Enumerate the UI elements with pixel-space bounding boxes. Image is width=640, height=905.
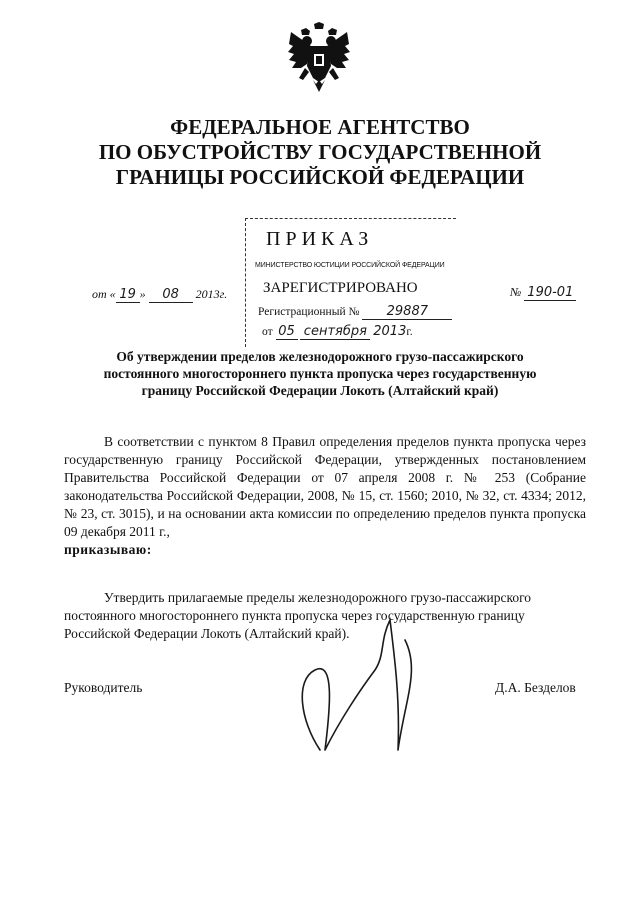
stamp-title: ПРИКАЗ — [266, 228, 374, 250]
stamp-reg-date — [262, 324, 413, 340]
agency-line-1: ФЕДЕРАЛЬНОЕ АГЕНТСТВО — [170, 115, 470, 139]
order-date-day: 19 — [116, 287, 140, 303]
stamp-registered: ЗАРЕГИСТРИРОВАНО — [263, 280, 418, 296]
agency-line-2: ПО ОБУСТРОЙСТВУ ГОСУДАРСТВЕННОЙ — [98, 140, 542, 164]
decision-line-1: Утвердить прилагаемые пределы железнодорожного грузо-пассажирского — [104, 590, 532, 605]
preamble-paragraph — [64, 433, 586, 559]
stamp-reg-date-day: 05 — [276, 324, 298, 340]
order-date-month: 08 — [149, 287, 193, 303]
order-date-prefix: от « — [92, 287, 116, 301]
stamp-reg-number-value: 29887 — [362, 304, 452, 320]
stamp-reg-date-month: сентября — [300, 324, 370, 340]
subject-line-1: Об утверждении пределов железнодорожного грузо-пассажирского — [116, 349, 524, 364]
order-number — [510, 285, 576, 301]
subject-line-3: границу Российской Федерации Локоть (Алтайский край) — [141, 383, 499, 398]
agency-line-3: ГРАНИЦЫ РОССИЙСКОЙ ФЕДЕРАЦИИ — [115, 165, 525, 189]
preamble-text: В соответствии с пунктом 8 Правил определения пределов пункта пропуска через государственную границу Российской Федерации, утвержденных постановлением Правительства Российской Федерации от 07 апреля 2008 г. № 253 (Собрание законодательства Российской Федерации, 2008, № 15, ст. 1560; 2010, № 32, ст. 4334; 2012, № 23, ст. 3015), и на основании акта комиссии по определению пределов пункта пропуска 09 декабря 2011 г., — [64, 434, 586, 539]
russian-coat-of-arms-icon — [287, 22, 351, 94]
order-number-value: 190-01 — [524, 285, 576, 301]
decision-line-3: Российской Федерации Локоть (Алтайский край). — [64, 626, 350, 641]
order-verb: приказываю: — [64, 542, 152, 557]
order-subject — [0, 348, 640, 399]
order-number-prefix: № — [510, 285, 522, 299]
stamp-reg-date-year: 2013 — [373, 324, 407, 339]
order-date-year: 2013 — [195, 287, 220, 301]
subject-line-2: постоянного многостороннего пункта пропуска через государственную — [103, 366, 537, 381]
stamp-reg-date-suffix: г. — [406, 326, 413, 338]
order-date — [92, 287, 227, 303]
signer-role: Руководитель — [64, 680, 143, 695]
handwritten-signature — [280, 600, 440, 760]
stamp-reg-date-prefix: от — [262, 326, 273, 338]
decision-line-2: постоянного многостороннего пункта пропуска через государственную границу — [64, 608, 525, 623]
stamp-reg-number — [258, 304, 452, 320]
order-date-suffix: г. — [219, 287, 228, 301]
stamp-ministry: МИНИСТЕРСТВО ЮСТИЦИИ РОССИЙСКОЙ ФЕДЕРАЦИИ — [255, 262, 445, 269]
signer-name: Д.А. Безделов — [495, 680, 576, 695]
agency-title — [0, 115, 640, 190]
order-date-mid: » — [139, 287, 146, 301]
stamp-reg-label: Регистрационный № — [258, 306, 360, 318]
